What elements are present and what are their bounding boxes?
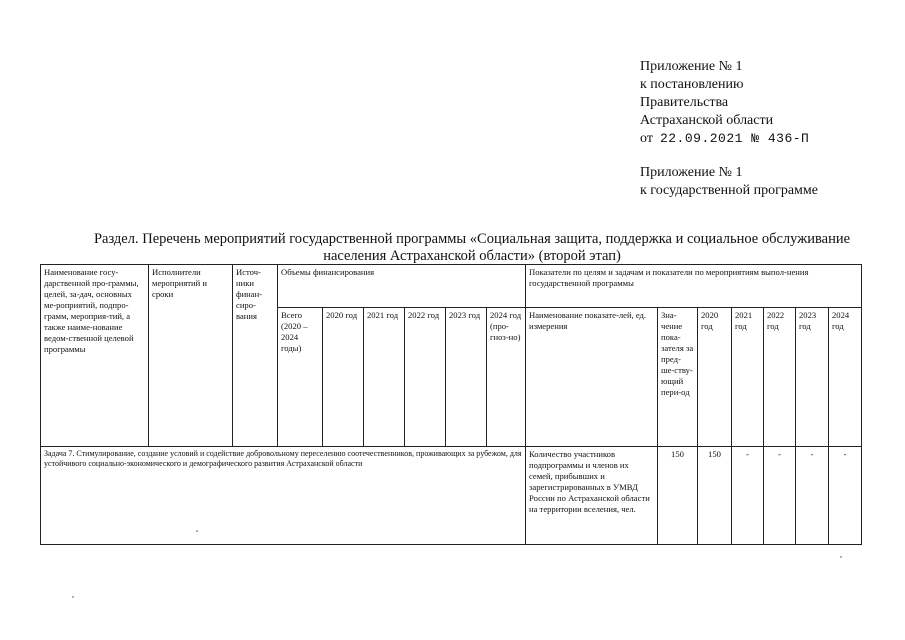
indicator-value-2020: 150: [698, 447, 732, 545]
scan-speck: [72, 596, 74, 598]
section-title-line: населения Астраханской области» (второй этап): [323, 248, 621, 264]
header-year-2021: 2021 год: [364, 308, 405, 447]
header-indicator-2020: 2020 год: [698, 308, 732, 447]
annex-line: Правительства: [640, 95, 729, 110]
annex-line: к постановлению: [640, 77, 744, 92]
indicator-value-2024: -: [829, 447, 862, 545]
program-measures-table: [40, 264, 862, 545]
date-number: 22.09.2021 № 436-П: [659, 131, 810, 146]
indicator-base-value: 150: [658, 447, 698, 545]
task-description: Задача 7. Стимулирование, создание условий и содействие добровольному переселению соотечественников, проживающих за рубежом, для устойчивого социально-экономического и демографического развития Астраханской области: [41, 447, 526, 545]
header-year-2022: 2022 год: [405, 308, 446, 447]
header-indicator-2022: 2022 год: [764, 308, 796, 447]
header-indicator-2024: 2024 год: [829, 308, 862, 447]
annex-program-block: [640, 164, 818, 200]
section-title-line: Раздел. Перечень мероприятий государственной программы «Социальная защита, поддержка и социальное обслуживание: [93, 231, 851, 247]
header-base-value: Зна-чение пока-зателя за пред-ше-ству-ющий пери-од: [658, 308, 698, 447]
header-indicator-2021: 2021 год: [732, 308, 764, 447]
header-indicator-name: Наименование показате-лей, ед. измерения: [526, 308, 658, 447]
header-sources: Источ-ники финан-сиро-вания: [233, 265, 278, 447]
section-title: [40, 231, 904, 265]
header-year-2023: 2023 год: [446, 308, 487, 447]
header-year-2020: 2020 год: [323, 308, 364, 447]
header-indicators: Показатели по целям и задачам и показатели по мероприятиям выпол-нения государственной программы: [526, 265, 862, 308]
header-total: Всего (2020 – 2024 годы): [278, 308, 323, 447]
indicator-value-2022: -: [764, 447, 796, 545]
header-year-2024: 2024 год (про-гноз-но): [487, 308, 526, 447]
scan-speck: [840, 556, 842, 558]
indicator-description: Количество участников подпрограммы и членов их семей, прибывших и зарегистрированных в УМВД России по Астраханской области на территории вселения, чел.: [526, 447, 658, 545]
header-funding: Объемы финансирования: [278, 265, 526, 308]
scan-speck: [196, 530, 198, 532]
header-name: Наименование госу-дарственной про-граммы, целей, за-дач, основных ме-роприятий, подпро-грамм, мероприя-тий, а также наиме-нование ведом-ственной целевой программы: [41, 265, 149, 447]
annex-title: Приложение № 1: [640, 59, 743, 74]
annex-title: Приложение № 1: [640, 165, 743, 180]
annex-line: Астраханской области: [640, 113, 774, 128]
indicator-value-2021: -: [732, 447, 764, 545]
indicator-value-2023: -: [796, 447, 829, 545]
annex-resolution-block: [640, 58, 809, 148]
annex-date-line: [640, 130, 809, 148]
header-executors: Исполнители мероприятий и сроки: [149, 265, 233, 447]
header-indicator-2023: 2023 год: [796, 308, 829, 447]
annex-line: к государственной программе: [640, 183, 818, 198]
date-prefix: от: [640, 131, 653, 146]
